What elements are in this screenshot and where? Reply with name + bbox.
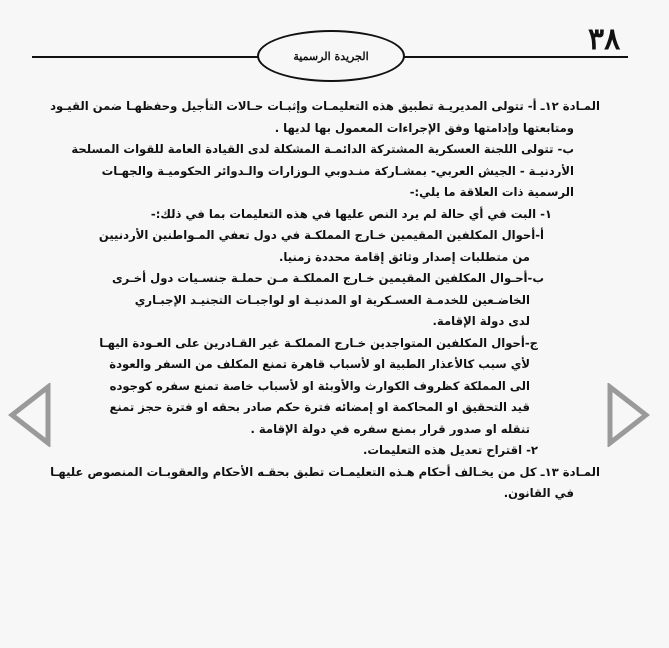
clause-b-line-1: ب- تتولى اللجنة العسكرية المشتركة الدائمـة المشكلة لدى القيادة العامة للقوات المسلحة [71, 142, 574, 156]
previous-page-arrow-icon[interactable] [8, 383, 54, 447]
item-c-line-5: تنقله او صدور قرار بمنع سفره في دولة الإقامة . [250, 421, 530, 436]
item-a-line-2: من متطلبات إصدار وثائق إقامة محددة زمنيا. [279, 249, 530, 264]
article-12-line-2: ومتابعتها وإدامتها وفق الإجراءات المعمول بها لديها . [274, 120, 574, 135]
item-c-line-2: لأي سبب كالأعذار الطبية او لأسباب قاهرة تمنع المكلف من السفر والعودة [109, 357, 530, 371]
page-number: ٣٨ [588, 22, 621, 57]
article-13-line-2: في القانون. [503, 486, 574, 500]
item-b-line-2: الخاضـعين للخدمـة العسـكرية او المدنيـة او لواجبـات التجنيـد الإجبـاري [134, 292, 530, 307]
document-body [38, 96, 600, 505]
item-c-line-3: الى المملكة كظروف الكوارث والأوبئة او لأسباب خاصة تمنع سفره كوجوده [109, 378, 530, 393]
item-1-line: ١- البت في أي حالة لم يرد النص عليها في هذه التعليمات بما في ذلك:- [150, 206, 552, 221]
masthead-title: الجريدة الرسمية [293, 49, 369, 63]
item-c-line-1: ج-أحوال المكلفين المتواجدين خـارج المملكـة غير القـادرين على العـودة اليهـا [99, 335, 538, 350]
item-2-line: ٢- اقتراح تعديل هذه التعليمات. [362, 443, 538, 457]
article-12-line-1: المـادة ١٢ـ أ- تتولى المديريـة تطبيق هذه التعليمـات وإثبـات حـالات التأجيل وحفظهـا ضمن القيـود [50, 99, 600, 113]
clause-b-line-2: الأردنيـة - الجيش العربي- بمشـاركة منـدوبي الـوزارات والـدوائر الحكوميـة والجهـات [101, 163, 574, 178]
article-13-line-1: المـادة ١٣ـ كل من يخـالف أحكام هـذه التعليمـات تطبق بحقـه الأحكام والعقوبـات المنصوص عليهـا [50, 464, 600, 479]
masthead-oval [257, 30, 405, 82]
next-arrow-shape [610, 387, 646, 443]
next-page-arrow-icon[interactable] [604, 383, 650, 447]
item-c-line-4: قيد التحقيق او المحاكمة او إمضائه فترة حكم صادر بحقه او فترة حجز تمنع [109, 400, 530, 414]
item-b-line-1: ب-أحـوال المكلفين المقيمين خـارج المملكـة مـن حملـة جنسـيات دول أخـرى [112, 271, 544, 285]
previous-arrow-shape [12, 387, 48, 443]
item-a-line-1: أ-أحوال المكلفين المقيمين خـارج المملكـة في دول تعفي المـواطنين الأردنيين [98, 228, 544, 242]
item-b-line-3: لدى دولة الإقامة. [432, 314, 530, 328]
clause-b-line-3: الرسمية ذات العلاقة ما يلي:- [409, 185, 574, 199]
